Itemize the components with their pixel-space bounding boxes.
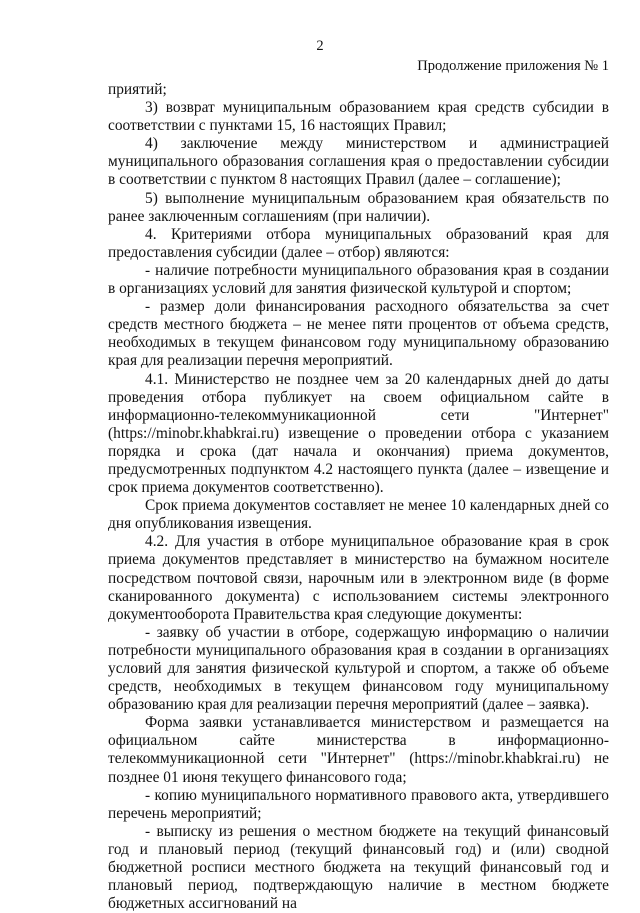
paragraph: 5) выполнение муниципальным образованием края обязательств по ранее заключенным соглашениям (при наличии). xyxy=(108,189,609,225)
appendix-note: Продолжение приложения № 1 xyxy=(417,58,609,74)
paragraph: - копию муниципального нормативного правового акта, утвердившего перечень мероприятий; xyxy=(108,786,609,822)
paragraph: 4.2. Для участия в отборе муниципальное образование края в срок приема документов представляет в министерство на бумажном носителе посредством почтовой связи, нарочным или в электронном виде (в форме сканированного документа) с использованием системы электронного документооборота Правительства края следующие документы: xyxy=(108,533,609,623)
paragraph: - размер доли финансирования расходного обязательства за счет средств местного бюджета – не менее пяти процентов от объема средств, необходимых в текущем финансовом году муниципальному образованию края для реализации перечня мероприятий. xyxy=(108,298,609,370)
paragraph: Форма заявки устанавливается министерством и размещается на официальном сайте министерства в информационно-телекоммуникационной сети "Интернет" (https://minobr.khabkrai.ru) не позднее 01 июня текущего финансового года; xyxy=(108,714,609,786)
document-body xyxy=(108,81,609,913)
paragraph: - наличие потребности муниципального образования края в создании в организациях условий для занятия физической культурой и спортом; xyxy=(108,261,609,298)
page-number: 2 xyxy=(316,38,324,54)
paragraph: Срок приема документов составляет не менее 10 календарных дней со дня опубликования извещения. xyxy=(108,497,609,533)
paragraph: 4) заключение между министерством и администрацией муниципального образования соглашения края о предоставлении субсидии в соответствии с пунктом 8 настоящих Правил (далее – соглашение); xyxy=(108,135,609,189)
paragraph: - заявку об участии в отборе, содержащую информацию о наличии потребности муниципального образования края в создании в организациях условий для занятия физической культурой и спортом, а также об объеме средств, необходимых в текущем финансовом году муниципальному образованию края для реализации перечня мероприятий (далее – заявка). xyxy=(108,623,609,714)
paragraph: 4.1. Министерство не позднее чем за 20 календарных дней до даты проведения отбора публикует на своем официальном сайте в информационно-телекоммуникационной сети "Интернет" (https://minobr.khabkrai.ru) извещение о проведении отбора с указанием порядка и срока (дат начала и окончания) приема документов, предусмотренных подпунктом 4.2 настоящего пункта (далее – извещение и срок приема документов соответственно). xyxy=(108,370,609,497)
paragraph: 4. Критериями отбора муниципальных образований края для предоставления субсидии (далее – отбор) являются: xyxy=(108,225,609,261)
paragraph: 3) возврат муниципальным образованием края средств субсидии в соответствии с пунктами 15, 16 настоящих Правил; xyxy=(108,99,609,135)
paragraph: - выписку из решения о местном бюджете на текущий финансовый год и плановый период (текущий финансовый год) и (или) сводной бюджетной росписи местного бюджета на текущий финансовый год и плановый период, подтверждающую наличие в местном бюджете бюджетных ассигнований на xyxy=(108,822,609,913)
paragraph: приятий; xyxy=(108,81,167,98)
